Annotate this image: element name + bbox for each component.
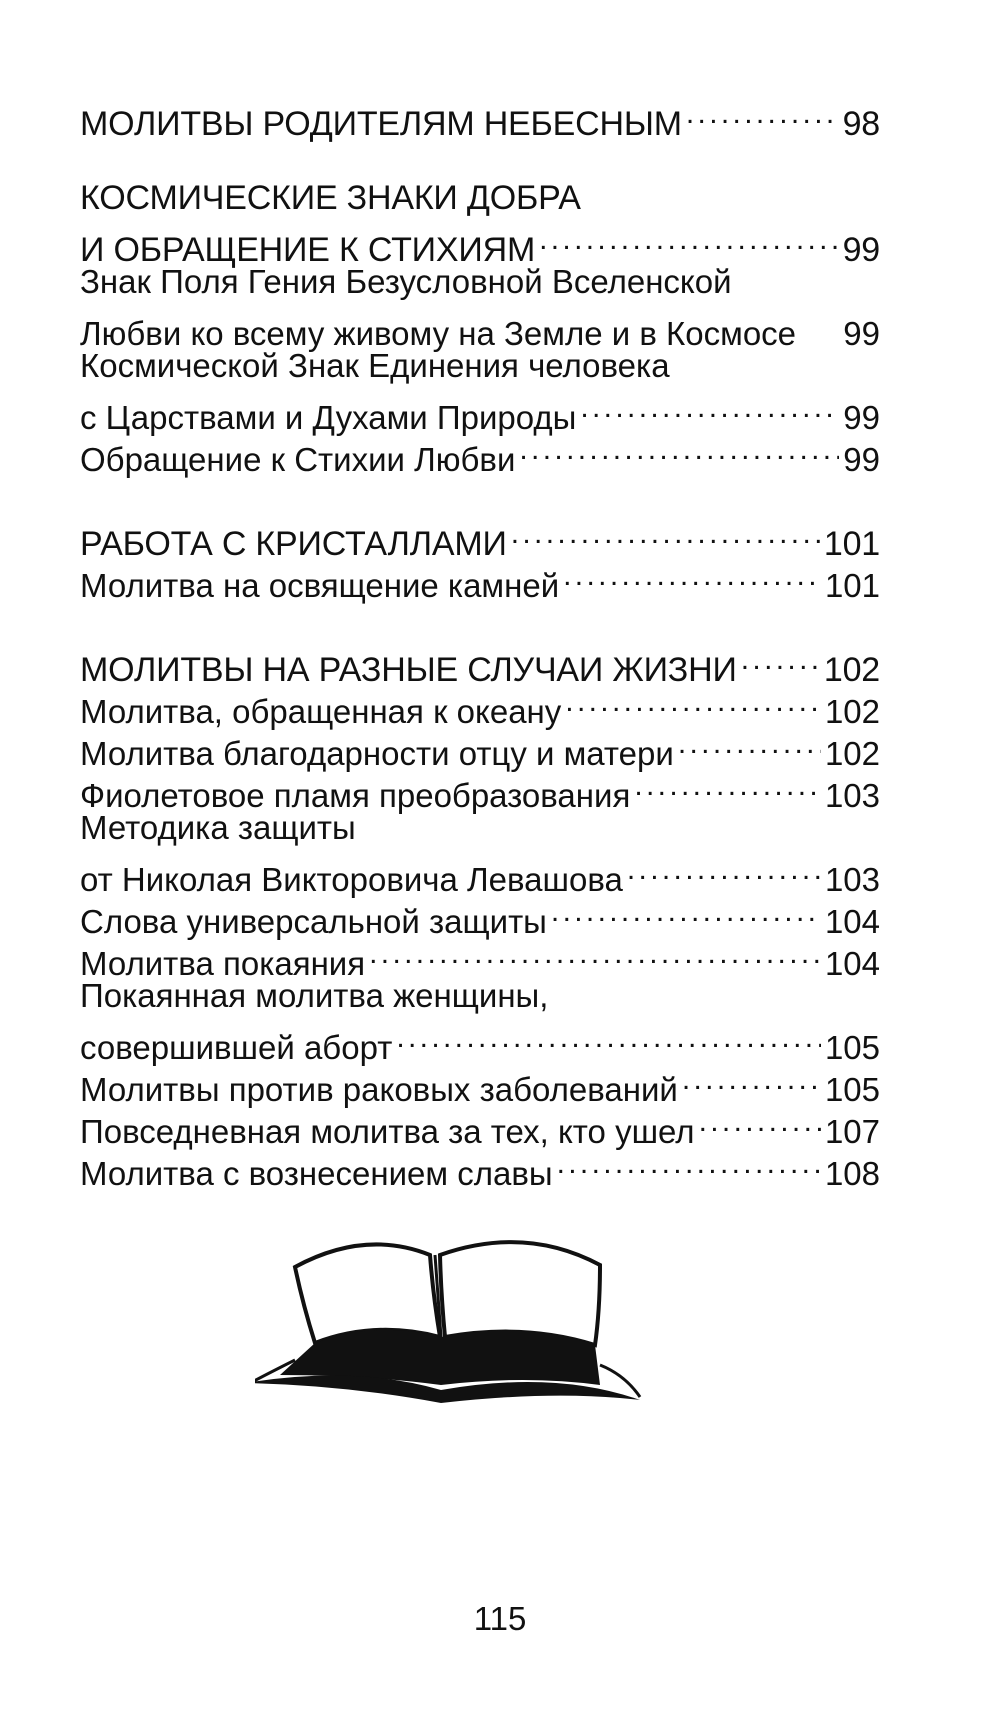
toc-entry-title: Молитва на освящение камней — [80, 567, 560, 604]
toc-entry — [80, 1017, 880, 1066]
page-number: 115 — [473, 1600, 527, 1637]
toc-entry — [80, 849, 880, 898]
toc-entry-title: Слова универсальной защиты — [80, 903, 547, 940]
dot-leader — [686, 93, 839, 135]
toc-entry-title: Знак Поля Гения Безусловной Вселенской — [80, 263, 732, 300]
dot-leader — [369, 933, 821, 975]
dot-leader — [565, 681, 821, 723]
toc-section-heading — [80, 513, 880, 563]
open-book-icon — [255, 1225, 715, 1410]
dot-leader — [557, 1143, 821, 1185]
toc-section-heading — [80, 177, 880, 219]
toc-section-heading — [80, 639, 880, 689]
toc-entry-title: И ОБРАЩЕНИЕ К СТИХИЯМ — [80, 231, 536, 269]
toc-page-number: 102 — [823, 651, 880, 689]
toc-page-number: 102 — [824, 693, 880, 730]
toc-entry — [80, 261, 880, 303]
toc-page-number: 99 — [842, 231, 880, 269]
toc-entry-title: от Николая Викторовича Левашова — [80, 861, 623, 898]
toc-entry — [80, 387, 880, 436]
toc-page-number: 101 — [823, 525, 880, 563]
toc-page-number: 104 — [824, 945, 880, 982]
toc-entry-title: МОЛИТВЫ РОДИТЕЛЯМ НЕБЕСНЫМ — [80, 105, 682, 143]
dot-leader — [800, 303, 839, 345]
toc-page-number: 99 — [843, 399, 880, 436]
toc-entry — [80, 975, 880, 1017]
dot-leader — [563, 555, 821, 597]
dot-leader — [551, 891, 821, 933]
toc-entry-title: Покаянная молитва женщины, — [80, 977, 549, 1014]
toc-entry-title: МОЛИТВЫ НА РАЗНЫЕ СЛУЧАИ ЖИЗНИ — [80, 651, 737, 689]
toc-page-number: 98 — [842, 105, 880, 143]
dot-leader — [519, 429, 839, 471]
toc-entry-title: Фиолетовое пламя преобразования — [80, 777, 631, 814]
toc-entry-title: Космической Знак Единения человека — [80, 347, 670, 384]
toc-entry-title: Молитва с вознесением славы — [80, 1155, 553, 1192]
toc-page-number: 103 — [824, 777, 880, 814]
toc-entry-title: Молитвы против раковых заболеваний — [80, 1071, 678, 1108]
toc-page-number: 105 — [824, 1071, 880, 1108]
toc-page-number: 99 — [843, 315, 880, 352]
toc-entry — [80, 303, 880, 352]
dot-leader — [699, 1101, 821, 1143]
toc-entry-title: Молитва, обращенная к океану — [80, 693, 562, 730]
dot-leader — [580, 387, 839, 429]
toc-section-heading — [80, 93, 880, 143]
dot-leader — [627, 849, 821, 891]
toc-page-number: 99 — [843, 441, 880, 478]
toc-page-number: 104 — [824, 903, 880, 940]
dot-leader — [511, 513, 820, 555]
table-of-contents — [80, 93, 880, 1192]
dot-leader — [539, 219, 839, 261]
toc-entry-title: совершившей аборт — [80, 1029, 393, 1066]
toc-entry-title: Методика защиты — [80, 809, 356, 846]
toc-page-number: 108 — [824, 1155, 880, 1192]
dot-leader — [634, 765, 821, 807]
toc-page-number: 101 — [824, 567, 880, 604]
toc-section-heading — [80, 219, 880, 269]
toc-entry-title: Молитва благодарности отцу и матери — [80, 735, 674, 772]
toc-entry-title: Молитва покаяния — [80, 945, 366, 982]
toc-entry-title: РАБОТА С КРИСТАЛЛАМИ — [80, 525, 507, 563]
toc-page-number: 107 — [824, 1113, 880, 1150]
toc-page-number: 105 — [824, 1029, 880, 1066]
dot-leader — [396, 1017, 821, 1059]
toc-entry-title: с Царствами и Духами Природы — [80, 399, 577, 436]
toc-entry-title: Обращение к Стихии Любви — [80, 441, 516, 478]
dot-leader — [741, 639, 820, 681]
dot-leader — [682, 1059, 821, 1101]
toc-entry-title: Повседневная молитва за тех, кто ушел — [80, 1113, 695, 1150]
toc-entry-title: Любви ко всему живому на Земле и в Космосе — [80, 315, 797, 352]
dot-leader — [678, 723, 821, 765]
toc-page-number: 103 — [824, 861, 880, 898]
toc-page-number: 102 — [824, 735, 880, 772]
toc-entry-title: КОСМИЧЕСКИЕ ЗНАКИ ДОБРА — [80, 179, 581, 217]
